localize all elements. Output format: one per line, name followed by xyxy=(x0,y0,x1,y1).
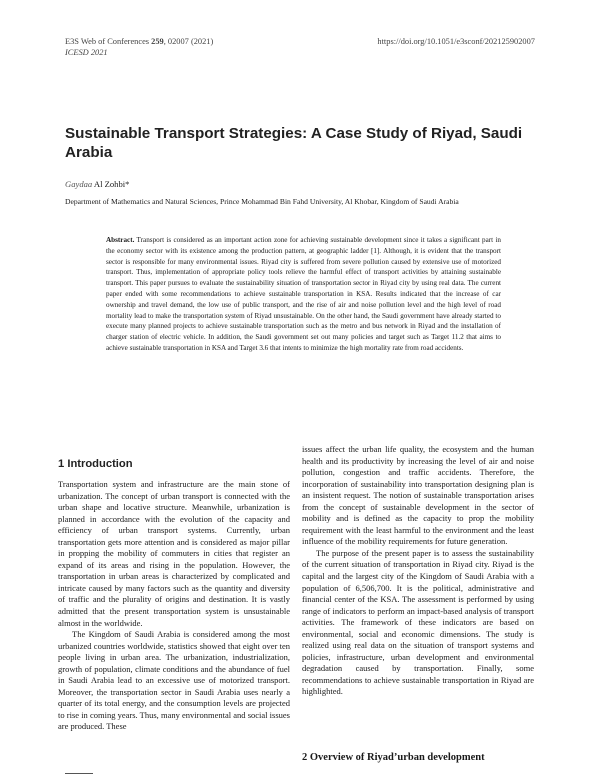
abstract-text: Transport is considered as an important action zone for achieving sustainable development since it takes a significant part in the economy sector with its existence among the production pattern, at geographic ladder [1]. Although, it is evident that the transport sector is responsible for many environmental issues. Riyad city is suffered from severe pollution caused by extensive use of motorized transport. Thus, implementation of appropriate policy tools relieve the harmful effect of transport activities by attaining sustainable transport. This paper pursues to evaluate the sustainability situation of transportation sector in Riyad city by using real data. The current paper ended with some recommendations to achieve sustainable transportation in KSA. Results indicated that the increase of car ownership and travel demand, the low use of public transport, and the rise of air and noise pollution level and the high level of road mortality lead to make the transportation system of Riyad unsustainable. On the other hand, the Saudi government have already started to execute many planned projects to achieve sustainable transportation such as the metro and bus network in Riyad and the installation of charger station of electric vehicle. In addition, the Saudi government set out many policies and target such as Target 11.2 that aims to achieve sustainable transportation in KSA and Target 3.6 that intents to minimize the high mortality rate from road accidents. xyxy=(106,236,501,352)
journal-prefix: E3S Web of Conferences xyxy=(65,37,152,46)
abstract xyxy=(106,235,501,354)
right-paragraph-1: issues affect the urban life quality, the ecosystem and the human health and its productivity by increasing the level of air and noise pollution, congestion and traffic accidents. Therefore, the incorporation of sustainability into transportation designing plan is an insistent request. The notion of sustainable transportation arises from the concept of sustainable development in the sector of mobility and is defined as the capacity to prop the mobility requirement with the least harmful to the environment and the least influence of the mobility requirements for future generation. xyxy=(302,444,534,547)
author-affiliation: Department of Mathematics and Natural Sciences, Prince Mohammad Bin Fahd University, Al Khobar, Kingdom of Saudi Arabia xyxy=(65,197,459,206)
abstract-label: Abstract. xyxy=(106,236,135,244)
author-line xyxy=(65,179,129,189)
journal-citation xyxy=(65,36,213,47)
journal-suffix: , 02007 (2021) xyxy=(163,37,214,46)
paper-title: Sustainable Transport Strategies: A Case Study of Riyad, Saudi Arabia xyxy=(65,125,523,161)
author-first-name: Gaydaa xyxy=(65,179,93,189)
author-last-name: Al Zohbi* xyxy=(92,179,130,189)
conference-name: ICESD 2021 xyxy=(65,48,108,57)
journal-volume: 259 xyxy=(151,37,164,46)
section-heading-overview: 2 Overview of Riyad’urban development xyxy=(302,752,485,763)
section-heading-introduction: 1 Introduction xyxy=(58,458,133,470)
doi-link[interactable]: https://doi.org/10.1051/e3sconf/202125902007 xyxy=(377,37,535,46)
left-column xyxy=(58,479,290,733)
right-column xyxy=(302,444,534,698)
right-paragraph-2: The purpose of the present paper is to assess the sustainability of the current situation of transportation in Riyad city. Riyad is the capital and the largest city of the Kingdom of Saudi Arabia with a population of 6,506,700. It is the political, administrative and financial center of the KSA. The assessment is performed by using range of indicators to perform an impact-based analysis of transport activities. The framework of these indicators are based on environmental, social and economic dimensions. The study is realized using real data on the situation of transport systems and policies, infrastructure, urban development and environmental degradation caused by transportation. Finally, some recommendations to achieve sustainable transportation in Riyad are highlighted. xyxy=(302,547,534,697)
footnote-rule xyxy=(65,773,93,774)
intro-paragraph-2: The Kingdom of Saudi Arabia is considered among the most urbanized countries worldwide, statistics showed that eight over ten people living in urban area. The urbanization, industrialization, growth of population, climate conditions and the abundance of fuel in Saudi Arabia lead to an excessive use of motorized transport. Moreover, the transportation sector in Saudi Arabia uses nearly a quarter of its total energy, and the consumption levels are projected to rise in coming years. Thus, many environmental and social issues are produced. These xyxy=(58,629,290,732)
intro-paragraph-1: Transportation system and infrastructure are the main stone of urbanization. The concept of urban transport is connected with the urban shape and locative structure. Meanwhile, urbanization is planned in accordance with the evolution of the capacity and efficiency of urban transport systems. Currently, urban transportation gets more attention and is considered as major pillar in propping the mobility of commuters in cities that register an expand of its areas and rising in the population. However, the transportation in urban areas is characterized by complicated and intricate caused by many factors such as the quantity and diversity of traffic and the plurality of origins and destination. It is vastly admitted that the present transportation system is unsustainable almost in the worldwide. xyxy=(58,479,290,628)
